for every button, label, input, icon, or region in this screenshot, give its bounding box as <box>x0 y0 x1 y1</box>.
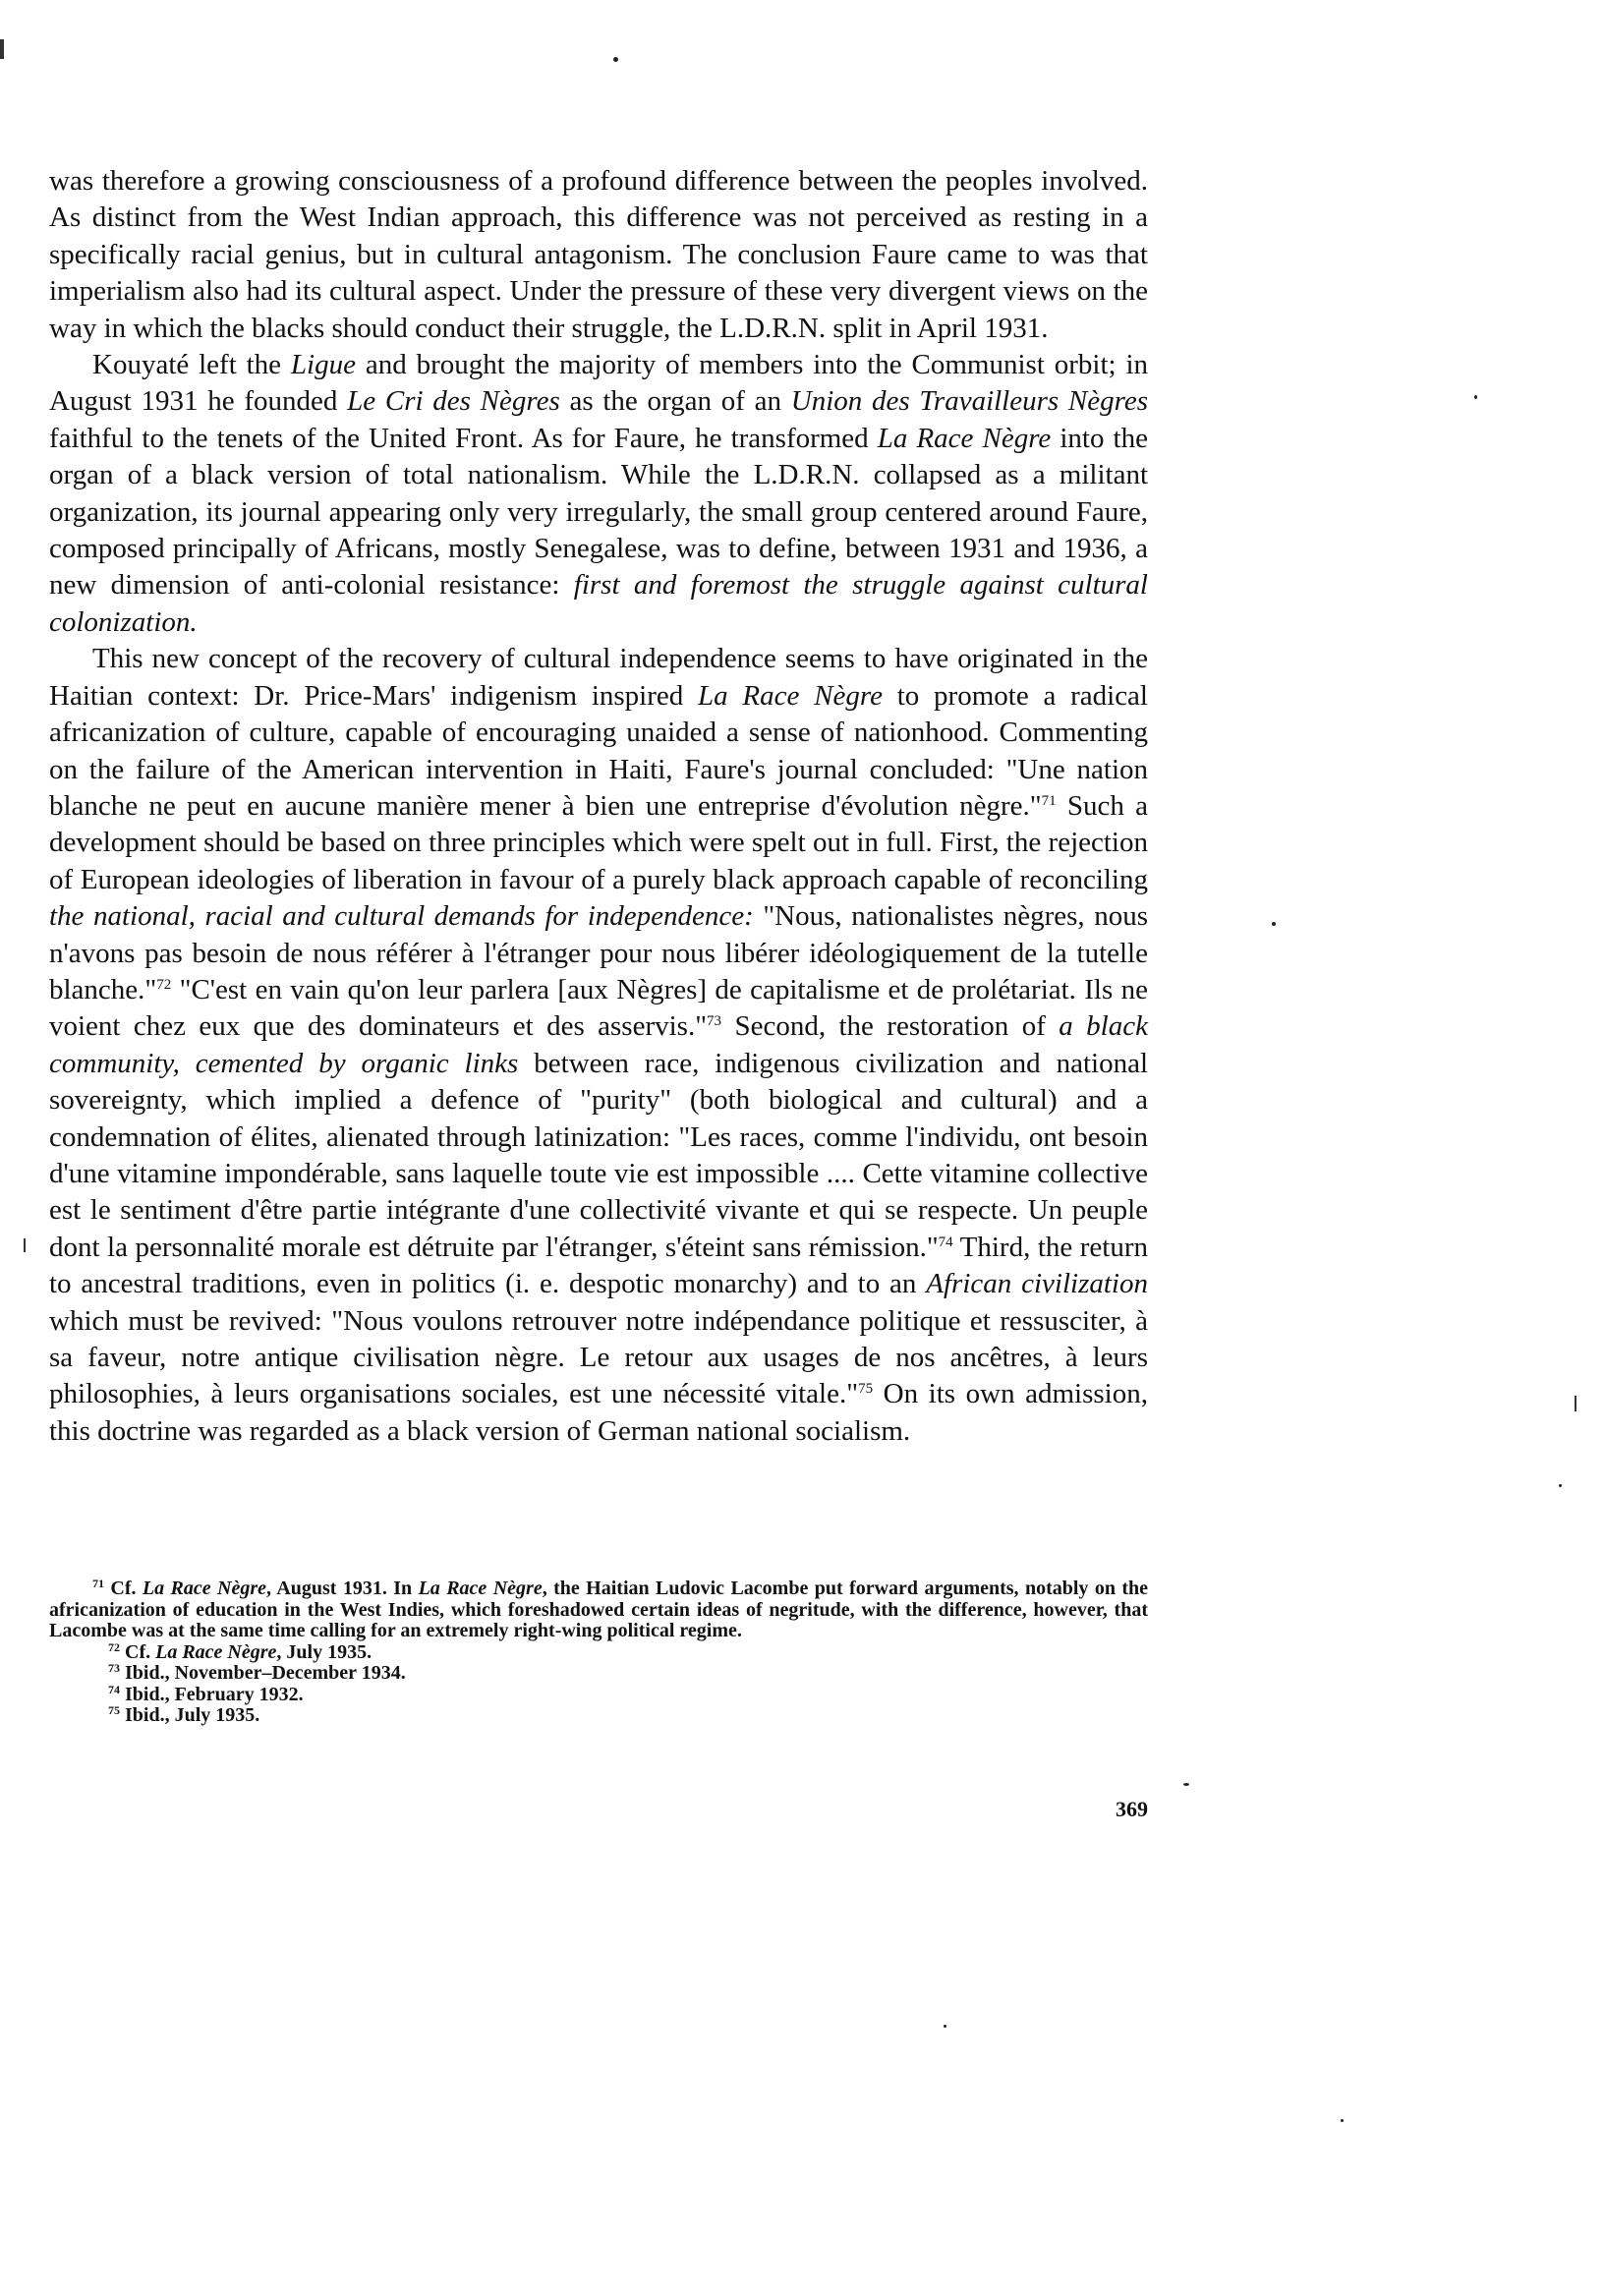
italic-text: La Race Nègre <box>877 422 1052 454</box>
paragraph <box>49 347 1148 641</box>
scan-speck <box>1341 2119 1344 2122</box>
text-run: On its own admission, this doctrine was regarded as a black version of German national socialism. <box>49 1378 1148 1447</box>
text-run: into the organ of a black version of total nationalism. While the L.D.R.N. collapsed as a militant organization, its journal appearing only very irregularly, the small group centered around Faure, composed principally of Africans, mostly Senegalese, was to define, between 1931 and 1936, a new dimension of anti-colonial resistance: <box>49 422 1148 602</box>
text-run: Kouyaté left the <box>92 349 291 381</box>
text-run: to promote a radical africanization of culture, capable of encouraging unaided a sense of nationhood. Commenting on the failure of the American intervention in Haiti, Faure's journal concluded: "Une nation blanche ne peut en aucune manière mener à bien une entreprise d'évolution nègre." <box>49 679 1148 822</box>
italic-text: a black community, cemented by organic links <box>49 1010 1148 1079</box>
scan-edge-mark <box>24 1238 26 1252</box>
text-run: "C'est en vain qu'on leur parlera [aux Nègres] de capitalisme et de prolétariat. Ils ne voient chez eux que des dominateurs et des asservis." <box>49 973 1148 1043</box>
footnote-reference: 74 <box>108 1682 120 1696</box>
footnote-reference: 72 <box>108 1639 120 1654</box>
text-run: Ibid., November–December 1934. <box>120 1662 406 1684</box>
scan-speck <box>944 2025 946 2028</box>
text-run: , the Haitian Ludovic Lacombe put forward arguments, notably on the africanization of education in the West Indies, which foreshadowed certain ideas of negritude, with the difference, however, that Lacombe was at the same time calling for an extremely right-wing political regime. <box>49 1578 1149 1641</box>
footnotes <box>49 1578 1148 1727</box>
footnote <box>49 1663 1148 1685</box>
scan-speck <box>1559 1484 1562 1487</box>
footnote <box>49 1705 1148 1727</box>
scan-edge-mark <box>1575 1396 1576 1411</box>
footnote-reference: 71 <box>1041 792 1057 809</box>
text-run: Cf. <box>120 1640 156 1663</box>
footnote-reference: 71 <box>92 1577 104 1590</box>
italic-text: the national, racial and cultural demands for independence: <box>49 900 754 933</box>
scan-speck <box>1474 395 1477 399</box>
text-run: "Nous, nationalistes nègres, nous n'avons pas besoin de nous référer à l'étranger pour nous libérer idéologiquement de la tutelle blanche." <box>49 900 1148 1005</box>
footnote <box>49 1682 1148 1706</box>
text-run: faithful to the tenets of the United Front. As for Faure, he transformed <box>49 422 878 454</box>
footnote-reference: 73 <box>108 1661 120 1675</box>
footnote <box>49 1639 1148 1664</box>
text-run: Cf. <box>104 1578 143 1599</box>
page-number: 369 <box>1116 1797 1148 1821</box>
italic-text: La Race Nègre <box>698 679 883 712</box>
text-run: This new concept of the recovery of cultural independence seems to have originated in the Haitian context: Dr. Price-Mars' indigenism inspired <box>49 643 1148 712</box>
text-run: Ibid., February 1932. <box>120 1683 304 1705</box>
footnote <box>49 1578 1148 1642</box>
italic-text: La Race Nègre <box>155 1640 277 1663</box>
body-text <box>49 163 1148 1450</box>
scan-speck <box>613 57 618 62</box>
footnote-reference: 75 <box>108 1703 120 1717</box>
paragraph <box>49 641 1148 1450</box>
text-run: as the organ of an <box>559 385 791 418</box>
italic-text: Ligue <box>290 349 356 381</box>
text-run: Third, the return to ancestral traditions, even in politics (i. e. despotic monarchy) and to an <box>49 1231 1148 1300</box>
footnote-reference: 75 <box>858 1381 874 1398</box>
italic-text: first and foremost the struggle against cultural colonization. <box>49 569 1148 638</box>
italic-text: Le Cri des Nègres <box>347 385 560 418</box>
text-run: between race, indigenous civilization and national sovereignty, which implied a defence of "purity" (both biological and cultural) and a condemnation of élites, alienated through latinization: "Les races, comme l'individu, ont besoin d'une vitamine impondérable, sans laquelle toute vie est impossible .... Cette vitamine collective est le sentiment d'être partie intégrante d'une collectivité vivante et qui se respecte. Un peuple dont la personnalité morale est détruite par l'étranger, s'éteint sans rémission." <box>49 1047 1148 1263</box>
text-run: was therefore a growing consciousness of a profound difference between the peoples involved. As distinct from the West Indian approach, this difference was not perceived as resting in a specifically racial genius, but in cultural antagonism. The conclusion Faure came to was that imperialism also had its cultural aspect. Under the pressure of these very divergent views on the way in which the blacks should conduct their struggle, the L.D.R.N. split in April 1931. <box>49 165 1148 344</box>
scan-speck <box>1183 1783 1189 1786</box>
text-run: Such a development should be based on three principles which were spelt out in full. First, the rejection of European ideologies of liberation in favour of a purely black approach capable of reconciling <box>49 789 1149 895</box>
text-run: which must be revived: "Nous voulons retrouver notre indépendance politique et ressusciter, à sa faveur, notre antique civilisation nègre. Le retour aux usages de nos ancêtres, à leurs philosophies, à leurs organisations sociales, est une nécessité vitale." <box>49 1304 1148 1410</box>
italic-text: La Race Nègre <box>418 1578 543 1599</box>
paragraph <box>49 163 1148 347</box>
text-run: , August 1931. In <box>266 1578 419 1599</box>
italic-text: Union des Travailleurs Nègres <box>790 385 1148 418</box>
text-run: and brought the majority of members into the Communist orbit; in August 1931 he founded <box>49 349 1149 418</box>
scan-speck <box>1272 922 1276 926</box>
text-run: Ibid., July 1935. <box>120 1704 260 1726</box>
text-run: Second, the restoration of <box>721 1010 1060 1043</box>
text-run: , July 1935. <box>276 1640 372 1663</box>
scan-edge-mark <box>0 39 4 59</box>
italic-text: La Race Nègre <box>142 1578 267 1599</box>
footnote-reference: 74 <box>938 1234 953 1250</box>
footnote-reference: 73 <box>707 1013 722 1030</box>
italic-text: African civilization <box>926 1268 1148 1300</box>
footnote-reference: 72 <box>156 976 172 993</box>
